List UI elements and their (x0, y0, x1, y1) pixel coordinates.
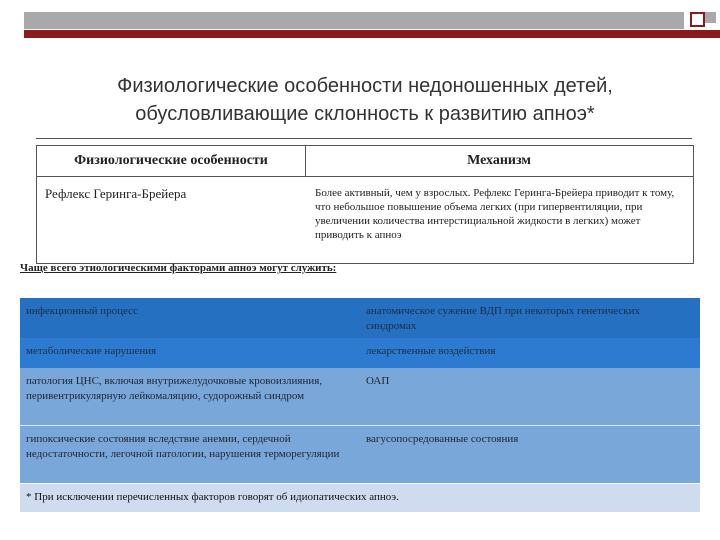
slide-title (60, 72, 670, 128)
factors-row (20, 425, 700, 483)
factor-left: инфекционный процесс (26, 305, 138, 317)
features-table (36, 145, 694, 264)
factor-right: вагусопосредованные состояния (366, 433, 519, 445)
corner-grey-square-icon (705, 12, 716, 23)
corner-square-icon (690, 12, 705, 27)
factor-left: патология ЦНС, включая внутрижелудочковые кровоизлияния, перивентрикулярную лейкомаляцию, судорожный синдром (26, 375, 323, 402)
footnote-text: * При исключении перечисленных факторов говорят об идиопатических апноэ. (26, 491, 399, 503)
table-cell-mechanism: Более активный, чем у взрослых. Рефлекс Геринга-Брейера приводит к тому, что небольшое повышение объема легких (при гипервентиляции, при увеличении количества интерстициальной жидкости в легких) может приводить к апноэ (315, 187, 675, 241)
factor-right: лекарственные воздействия (366, 345, 496, 357)
table-cell-feature: Рефлекс Геринга-Брейера (45, 186, 187, 201)
title-line-1: Физиологические особенности недоношенных детей, (117, 75, 613, 97)
factor-right: анатомическое сужение ВДП при некоторых генетических синдромах (366, 305, 640, 332)
table-header-features: Физиологические особенности (74, 153, 268, 168)
factors-intro: Чаще всего этиологическими факторами апноэ могут служить: (20, 262, 337, 274)
table-header-divider (37, 176, 693, 177)
factors-row (20, 338, 700, 368)
factor-left: гипоксические состояния вследствие анемии, сердечной недостаточности, легочной патологии, нарушения терморегуляции (26, 433, 340, 460)
top-grey-band (24, 12, 684, 29)
factor-right: ОАП (366, 375, 390, 387)
factor-left: метаболические нарушения (26, 345, 157, 357)
footnote-box (20, 484, 700, 512)
title-line-2: обусловливающие склонность к развитию апноэ* (135, 103, 595, 125)
title-divider (36, 138, 692, 139)
top-accent-bar (24, 30, 720, 38)
factors-row (20, 368, 700, 425)
factors-row (20, 298, 700, 338)
table-header-mechanism: Механизм (467, 153, 531, 168)
table-column-divider (305, 146, 306, 176)
